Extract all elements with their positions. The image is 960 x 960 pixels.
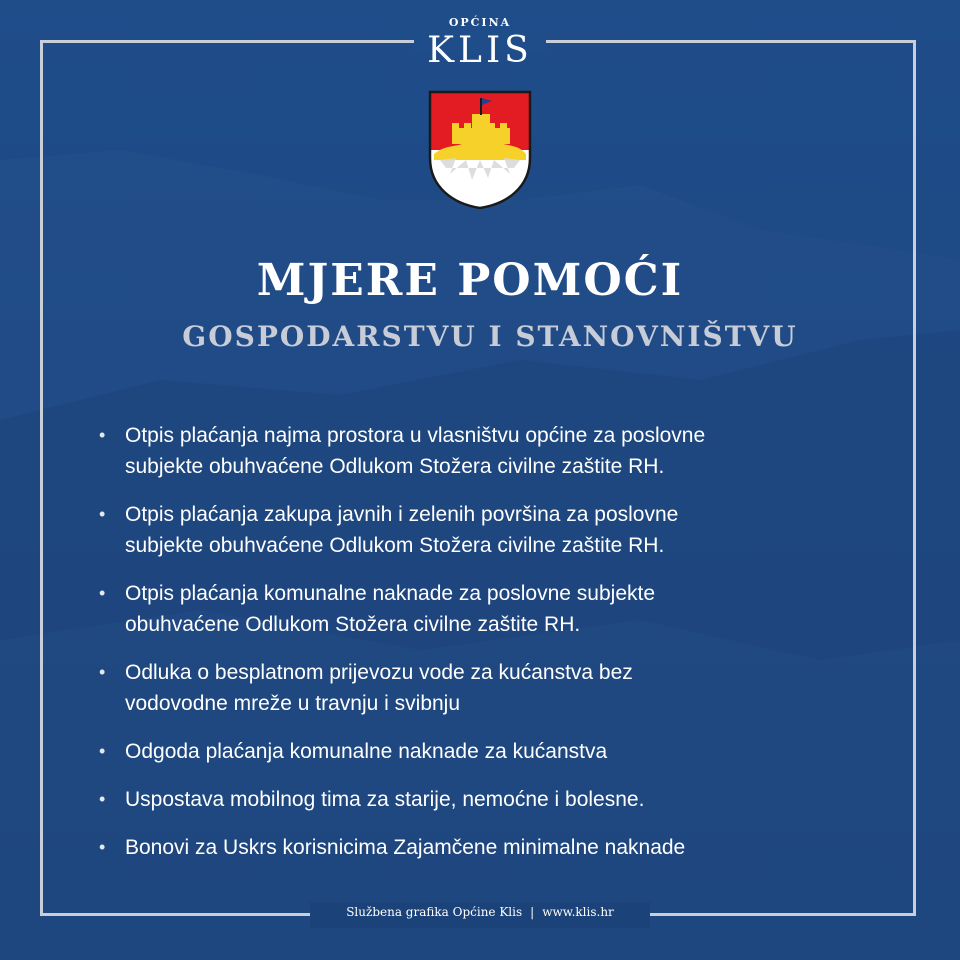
bullet-icon: • — [99, 504, 106, 524]
klis-coat-of-arms-icon — [426, 88, 534, 210]
bullet-icon: • — [99, 583, 106, 603]
page-subtitle: GOSPODARSTVU I STANOVNIŠTVU — [182, 320, 798, 353]
item-line: Otpis plaćanja zakupa javnih i zelenih površina za poslovne — [125, 503, 679, 526]
measures-list — [96, 420, 856, 880]
item-line: Odgoda plaćanja komunalne naknade za kućanstva — [125, 740, 608, 763]
page-title: MJERE POMOĆI — [256, 255, 684, 306]
item-line: Otpis plaćanja najma prostora u vlasništvu općine za poslovne — [125, 424, 706, 447]
item-line: Odluka o besplatnom prijevozu vode za kućanstva bez — [125, 661, 633, 684]
bullet-icon: • — [99, 425, 106, 445]
bullet-icon: • — [99, 741, 106, 761]
municipality-name: KLIS — [427, 30, 533, 71]
bullet-icon: • — [99, 789, 106, 809]
municipality-label: OPĆINA — [448, 16, 512, 29]
list-item — [96, 499, 856, 561]
footer-website-link[interactable]: www.klis.hr — [542, 905, 614, 919]
item-line: subjekte obuhvaćene Odlukom Stožera civilne zaštite RH. — [125, 534, 665, 557]
item-line: obuhvaćene Odlukom Stožera civilne zaštite RH. — [125, 613, 581, 636]
footer-credit: Službena grafika Općine Klis — [346, 905, 523, 919]
list-item — [96, 420, 856, 482]
item-line: Otpis plaćanja komunalne naknade za poslovne subjekte — [125, 582, 656, 605]
bullet-icon: • — [99, 837, 106, 857]
list-item — [96, 784, 856, 815]
list-item — [96, 736, 856, 767]
item-line: subjekte obuhvaćene Odlukom Stožera civilne zaštite RH. — [125, 455, 665, 478]
list-item — [96, 657, 856, 719]
footer-separator: | — [530, 905, 535, 919]
item-line: Bonovi za Uskrs korisnicima Zajamčene minimalne naknade — [125, 836, 686, 859]
footer — [310, 905, 650, 919]
list-item — [96, 578, 856, 640]
item-line: vodovodne mreže u travnju i svibnju — [125, 692, 461, 715]
item-line: Uspostava mobilnog tima za starije, nemoćne i bolesne. — [125, 788, 645, 811]
bullet-icon: • — [99, 662, 106, 682]
list-item — [96, 832, 856, 863]
